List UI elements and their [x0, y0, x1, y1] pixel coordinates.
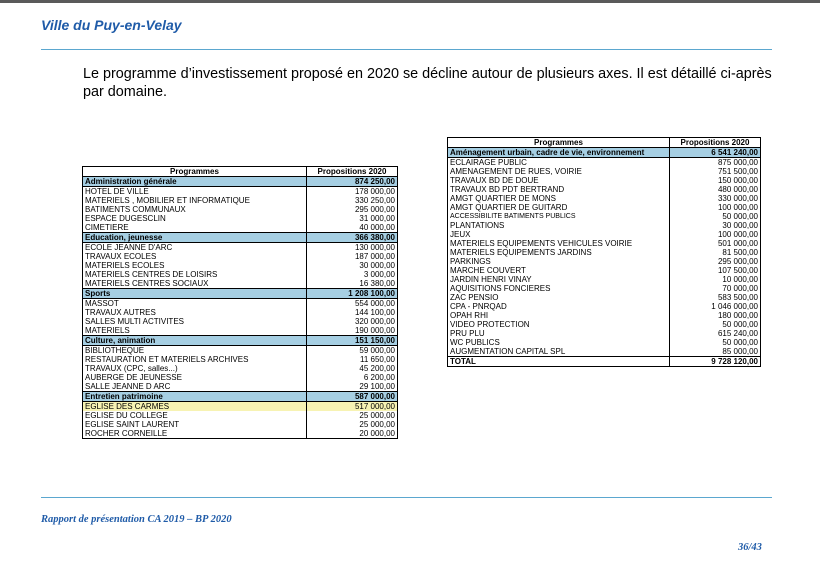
table-row: [448, 302, 761, 311]
program-amount: 554 000,00: [307, 299, 398, 309]
program-label: EGLISE DES CARMES: [83, 402, 307, 412]
program-label: Administration générale: [83, 177, 307, 187]
column-header-propositions: Propositions 2020: [670, 138, 761, 148]
program-label: CIMETIERE: [85, 223, 129, 232]
program-amount: 1 208 100,00: [307, 289, 398, 299]
program-amount: 9 728 120,00: [670, 357, 761, 367]
program-label: PRU PLU: [450, 329, 485, 338]
table-body: [448, 148, 761, 367]
program-label: PLANTATIONS: [450, 221, 505, 230]
program-amount: 320 000,00: [307, 317, 398, 326]
table-body: [83, 177, 398, 439]
program-amount: 3 000,00: [307, 270, 398, 279]
program-label: MARCHE COUVERT: [450, 266, 526, 275]
category-row: [83, 177, 398, 187]
program-amount: 30 000,00: [307, 261, 398, 270]
table-row: [448, 176, 761, 185]
program-amount: 45 200,00: [307, 364, 398, 373]
top-border: [0, 0, 820, 3]
category-row: [83, 233, 398, 243]
program-label: EGLISE SAINT LAURENT: [85, 420, 180, 429]
table-row: [83, 355, 398, 364]
column-header-programmes: Programmes: [448, 138, 670, 148]
intro-paragraph: Le programme d’investissement proposé en 2020 se décline autour de plusieurs axes. Il est détaillé ci-après par domaine.: [83, 66, 772, 100]
table-row: [448, 185, 761, 194]
category-row: [83, 392, 398, 402]
program-label: ECOLE JEANNE D'ARC: [85, 243, 173, 252]
program-amount: 100 000,00: [670, 203, 761, 212]
program-amount: 59 000,00: [307, 346, 398, 356]
table-row: [448, 275, 761, 284]
table-row: [83, 346, 398, 356]
program-label: BATIMENTS COMMUNAUX: [85, 205, 186, 214]
table-row: [83, 411, 398, 420]
program-label: Sports: [83, 289, 307, 299]
program-label: Entretien patrimoine: [83, 392, 307, 402]
program-amount: 190 000,00: [307, 326, 398, 336]
program-amount: 178 000,00: [307, 187, 398, 197]
program-label: ZAC PENSIO: [450, 293, 499, 302]
footer-rule: [41, 497, 772, 498]
table-row: [448, 203, 761, 212]
table-row: [83, 429, 398, 439]
table-row: [448, 329, 761, 338]
table-row: [83, 187, 398, 197]
program-label: AUBERGE DE JEUNESSE: [85, 373, 182, 382]
table-row: [83, 261, 398, 270]
program-amount: 330 000,00: [670, 194, 761, 203]
program-amount: 85 000,00: [670, 347, 761, 357]
program-label: ECLAIRAGE PUBLIC: [450, 158, 527, 167]
table-row: [448, 338, 761, 347]
table-row: [83, 270, 398, 279]
program-label: PARKINGS: [450, 257, 491, 266]
table-row: [448, 284, 761, 293]
table-row: [83, 299, 398, 309]
table-row: [448, 293, 761, 302]
program-amount: 501 000,00: [670, 239, 761, 248]
program-amount: 29 100,00: [307, 382, 398, 392]
program-amount: 107 500,00: [670, 266, 761, 275]
program-label: SALLES MULTI ACTIVITES: [85, 317, 184, 326]
page-header-title: Ville du Puy-en-Velay: [41, 17, 182, 33]
program-label: TRAVAUX BD DE DOUE: [450, 176, 539, 185]
table-row: [83, 214, 398, 223]
table-row: [448, 257, 761, 266]
program-label: TRAVAUX AUTRES: [85, 308, 156, 317]
program-amount: 40 000,00: [307, 223, 398, 233]
table-row: [83, 373, 398, 382]
program-amount: 583 500,00: [670, 293, 761, 302]
table-row: [83, 317, 398, 326]
table-row: [448, 347, 761, 357]
page-number: 36/43: [738, 542, 762, 553]
investment-table-right: [447, 137, 761, 367]
program-label: TRAVAUX BD PDT BERTRAND: [450, 185, 565, 194]
program-amount: 874 250,00: [307, 177, 398, 187]
program-label: EGLISE DU COLLEGE: [85, 411, 168, 420]
program-label: VIDEO PROTECTION: [450, 320, 530, 329]
category-row: [83, 289, 398, 299]
program-amount: 30 000,00: [670, 221, 761, 230]
category-row: [83, 336, 398, 346]
program-amount: 25 000,00: [307, 411, 398, 420]
program-amount: 25 000,00: [307, 420, 398, 429]
program-amount: 150 000,00: [670, 176, 761, 185]
table-row: [83, 382, 398, 392]
program-label: AQUISITIONS FONCIERES: [450, 284, 551, 293]
program-label: AMGT QUARTIER DE MONS: [450, 194, 556, 203]
table-row: [83, 252, 398, 261]
table-row: [448, 320, 761, 329]
program-label: MATERIELS EQUIPEMENTS VEHICULES VOIRIE: [450, 239, 633, 248]
table-row: [448, 158, 761, 168]
program-label: JARDIN HENRI VINAY: [450, 275, 532, 284]
table-header-row: [83, 167, 398, 177]
investment-table-left: [82, 166, 398, 439]
program-amount: 16 380,00: [307, 279, 398, 289]
program-label: AMGT QUARTIER DE GUITARD: [450, 203, 568, 212]
program-label: ESPACE DUGESCLIN: [85, 214, 166, 223]
table-row: [448, 167, 761, 176]
program-amount: 295 000,00: [307, 205, 398, 214]
column-header-programmes: Programmes: [83, 167, 307, 177]
program-label: TOTAL: [448, 357, 670, 367]
program-label: BIBLIOTHEQUE: [85, 346, 145, 355]
program-label: CPA - PNRQAD: [450, 302, 507, 311]
program-amount: 366 380,00: [307, 233, 398, 243]
table-row: [83, 205, 398, 214]
program-amount: 295 000,00: [670, 257, 761, 266]
program-amount: 151 150,00: [307, 336, 398, 346]
table-row: [448, 266, 761, 275]
table-row: [83, 223, 398, 233]
program-amount: 330 250,00: [307, 196, 398, 205]
program-label: Aménagement urbain, cadre de vie, environnement: [448, 148, 670, 158]
program-amount: 81 500,00: [670, 248, 761, 257]
program-amount: 50 000,00: [670, 320, 761, 329]
program-label: WC PUBLICS: [450, 338, 500, 347]
program-label: MASSOT: [85, 299, 119, 308]
program-amount: 751 500,00: [670, 167, 761, 176]
program-amount: 615 240,00: [670, 329, 761, 338]
table-header-row: [448, 138, 761, 148]
program-amount: 480 000,00: [670, 185, 761, 194]
program-label: MATERIELS EQUIPEMENTS JARDINS: [450, 248, 592, 257]
program-label: MATERIELS ECOLES: [85, 261, 165, 270]
program-amount: 1 046 000,00: [670, 302, 761, 311]
program-label: MATERIELS CENTRES SOCIAUX: [85, 279, 209, 288]
program-label: ROCHER CORNEILLE: [85, 429, 168, 438]
program-amount: 11 650,00: [307, 355, 398, 364]
program-amount: 6 541 240,00: [670, 148, 761, 158]
table-row: [448, 248, 761, 257]
program-amount: 10 000,00: [670, 275, 761, 284]
program-label: OPAH RHI: [450, 311, 489, 320]
table-row: [448, 239, 761, 248]
program-label: MATERIELS: [85, 326, 130, 335]
program-label: AMENAGEMENT DE RUES, VOIRIE: [450, 167, 582, 176]
table-row: [83, 279, 398, 289]
program-label: TRAVAUX (CPC, salles...): [85, 364, 178, 373]
program-label: ACCESSIBILITE BATIMENTS PUBLICS: [450, 213, 576, 220]
program-label: HOTEL DE VILLE: [85, 187, 149, 196]
table-row: [448, 194, 761, 203]
total-row: [448, 357, 761, 367]
program-amount: 517 000,00: [307, 402, 398, 412]
program-amount: 6 200,00: [307, 373, 398, 382]
program-amount: 70 000,00: [670, 284, 761, 293]
program-amount: 50 000,00: [670, 212, 761, 221]
program-amount: 587 000,00: [307, 392, 398, 402]
column-header-propositions: Propositions 2020: [307, 167, 398, 177]
header-rule: [41, 49, 772, 50]
program-label: SALLE JEANNE D ARC: [85, 382, 171, 391]
program-amount: 100 000,00: [670, 230, 761, 239]
table-row: [83, 402, 398, 412]
program-label: Education, jeunesse: [83, 233, 307, 243]
program-amount: 50 000,00: [670, 338, 761, 347]
program-label: JEUX: [450, 230, 471, 239]
program-amount: 180 000,00: [670, 311, 761, 320]
program-amount: 130 000,00: [307, 243, 398, 253]
table-row: [448, 212, 761, 221]
program-label: RESTAURATION ET MATERIELS ARCHIVES: [85, 355, 249, 364]
table-row: [83, 196, 398, 205]
table-row: [83, 420, 398, 429]
program-amount: 875 000,00: [670, 158, 761, 168]
program-label: MATERIELS , MOBILIER ET INFORMATIQUE: [85, 196, 250, 205]
program-amount: 31 000,00: [307, 214, 398, 223]
footer-report-title: Rapport de présentation CA 2019 – BP 2020: [41, 514, 232, 525]
table-row: [448, 230, 761, 239]
table-row: [83, 326, 398, 336]
program-amount: 20 000,00: [307, 429, 398, 439]
table-row: [83, 243, 398, 253]
program-label: AUGMENTATION CAPITAL SPL: [450, 347, 566, 356]
program-amount: 187 000,00: [307, 252, 398, 261]
table-row: [83, 308, 398, 317]
program-label: MATERIELS CENTRES DE LOISIRS: [85, 270, 218, 279]
table-row: [83, 364, 398, 373]
category-row: [448, 148, 761, 158]
program-label: TRAVAUX ECOLES: [85, 252, 157, 261]
program-label: Culture, animation: [83, 336, 307, 346]
table-row: [448, 311, 761, 320]
table-row: [448, 221, 761, 230]
program-amount: 144 100,00: [307, 308, 398, 317]
